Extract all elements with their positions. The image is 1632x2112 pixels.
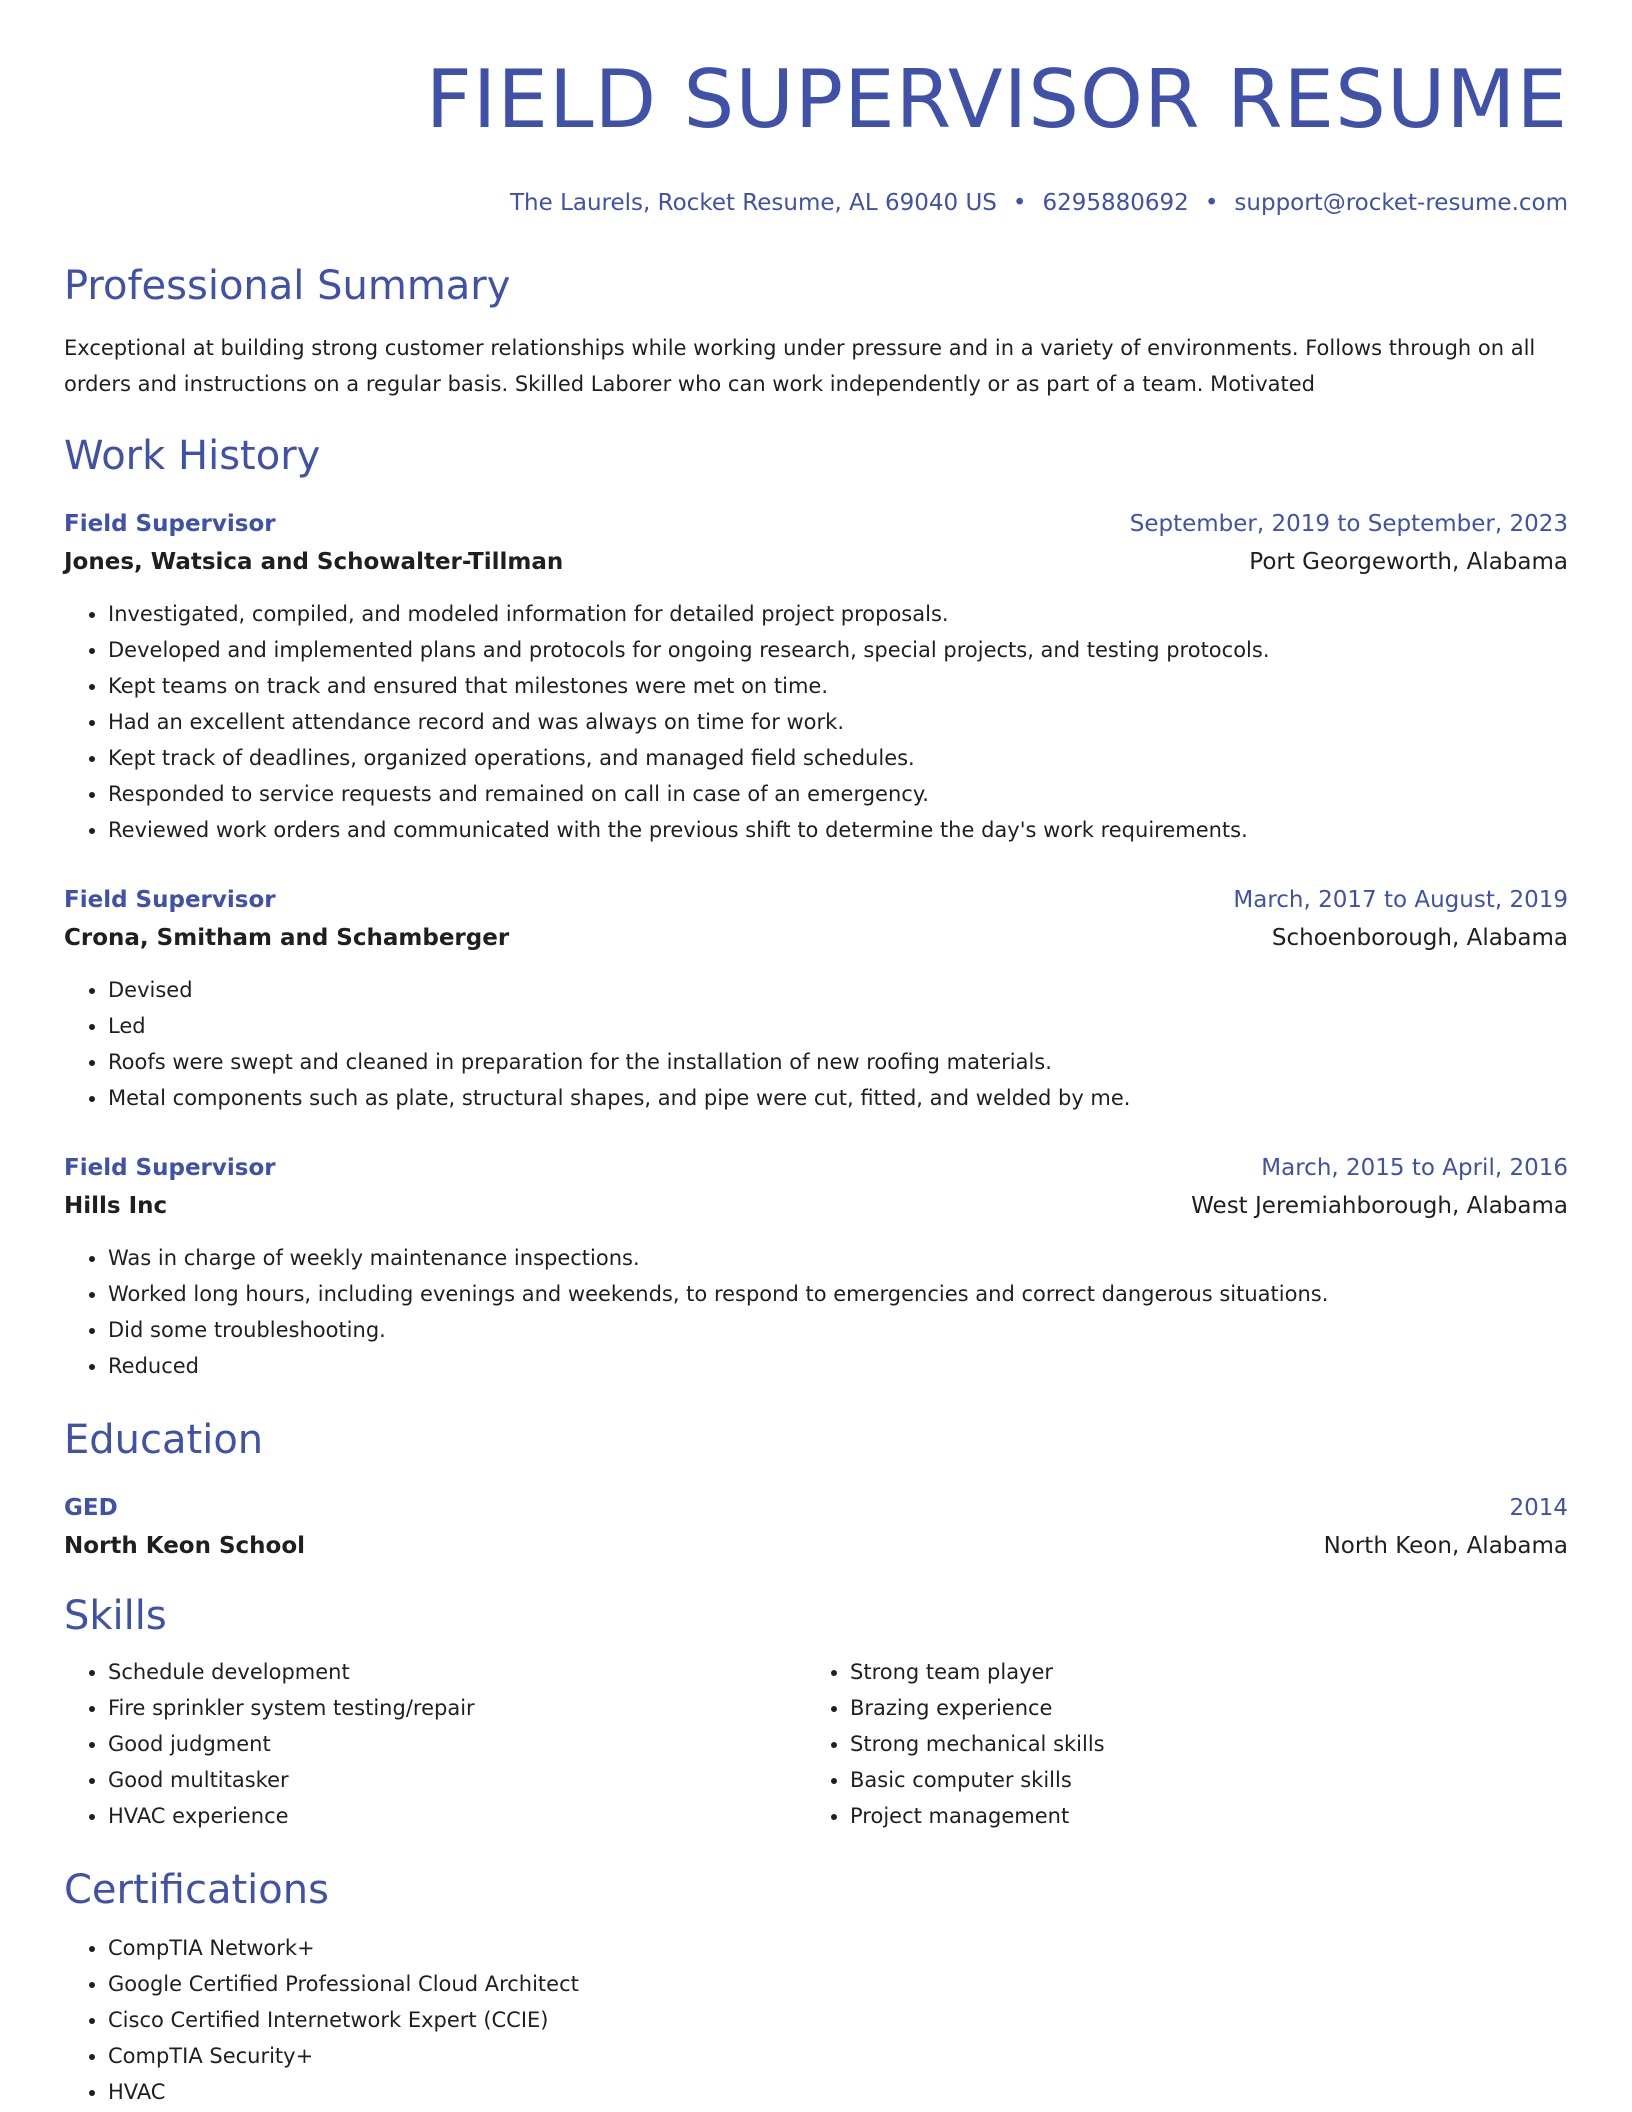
skills-list [806, 1654, 1548, 1834]
list-item: • CompTIA Security+ [108, 2038, 1568, 2074]
job-role: Field Supervisor [64, 1155, 276, 1181]
list-item: • Project management [850, 1798, 1548, 1834]
list-item: • Devised [108, 972, 1568, 1008]
work-history-heading: Work History [64, 433, 321, 479]
list-item: • Schedule development [108, 1654, 806, 1690]
list-item: • Worked long hours, including evenings and weekends, to respond to emergencies and correct dangerous situations. [108, 1276, 1568, 1312]
list-item: • Led [108, 1008, 1568, 1044]
list-item: • Cisco Certified Internetwork Expert (CCIE) [108, 2002, 1568, 2038]
list-item: • HVAC experience [108, 1798, 806, 1834]
job-company: Hills Inc [64, 1193, 168, 1219]
list-item: • Kept track of deadlines, organized operations, and managed field schedules. [108, 740, 1568, 776]
job-location: West Jeremiahborough, Alabama [1191, 1193, 1568, 1219]
list-item: • Developed and implemented plans and protocols for ongoing research, special projects, and testing protocols. [108, 632, 1568, 668]
job-entry [64, 884, 1568, 1116]
list-item: • Had an excellent attendance record and was always on time for work. [108, 704, 1568, 740]
resume-title: FIELD SUPERVISOR RESUME [425, 53, 1568, 146]
job-dates: September, 2019 to September, 2023 [1129, 511, 1568, 537]
education-heading: Education [64, 1417, 264, 1463]
skills-list [64, 1654, 806, 1834]
contact-separator: • [1204, 190, 1219, 216]
list-item: • Strong mechanical skills [850, 1726, 1548, 1762]
list-item: • Google Certified Professional Cloud Architect [108, 1966, 1568, 2002]
education-year: 2014 [1509, 1495, 1568, 1521]
contact-address: The Laurels, Rocket Resume, AL 69040 US [509, 190, 997, 216]
job-company: Jones, Watsica and Schowalter-Tillman [64, 549, 564, 575]
contact-line [64, 188, 1568, 218]
contact-phone: 6295880692 [1042, 190, 1189, 216]
job-bullets [64, 972, 1568, 1116]
list-item: • Reduced [108, 1348, 1568, 1384]
contact-separator: • [1012, 190, 1027, 216]
list-item: • Kept teams on track and ensured that milestones were met on time. [108, 668, 1568, 704]
skills-heading: Skills [64, 1593, 167, 1639]
list-item: • Good multitasker [108, 1762, 806, 1798]
list-item: • Reviewed work orders and communicated with the previous shift to determine the day's work requirements. [108, 812, 1568, 848]
job-role: Field Supervisor [64, 887, 276, 913]
list-item: • Brazing experience [850, 1690, 1548, 1726]
job-entry [64, 1152, 1568, 1384]
list-item: • Was in charge of weekly maintenance inspections. [108, 1240, 1568, 1276]
list-item: • Investigated, compiled, and modeled information for detailed project proposals. [108, 596, 1568, 632]
list-item: • CompTIA Network+ [108, 1930, 1568, 1966]
job-location: Schoenborough, Alabama [1271, 925, 1568, 951]
job-bullets [64, 596, 1568, 848]
list-item: • Strong team player [850, 1654, 1548, 1690]
list-item: • Good judgment [108, 1726, 806, 1762]
job-bullets [64, 1240, 1568, 1384]
list-item: • Roofs were swept and cleaned in preparation for the installation of new roofing materials. [108, 1044, 1568, 1080]
list-item: • Did some troubleshooting. [108, 1312, 1568, 1348]
education-school: North Keon School [64, 1533, 306, 1559]
job-location: Port Georgeworth, Alabama [1249, 549, 1568, 575]
skills-column-left [64, 1654, 806, 1834]
list-item: • Fire sprinkler system testing/repair [108, 1690, 806, 1726]
education-location: North Keon, Alabama [1323, 1533, 1568, 1559]
contact-email: support@rocket-resume.com [1234, 190, 1568, 216]
list-item: • Metal components such as plate, structural shapes, and pipe were cut, fitted, and welded by me. [108, 1080, 1568, 1116]
summary-heading: Professional Summary [64, 263, 511, 309]
job-dates: March, 2015 to April, 2016 [1261, 1155, 1568, 1181]
summary-text: Exceptional at building strong customer relationships while working under pressure and in a variety of environments. Follows through on all orders and instructions on a regular basis. Skilled Laborer who can work independently or as part of a team. Motivated [64, 336, 1536, 396]
job-company: Crona, Smitham and Schamberger [64, 925, 510, 951]
job-dates: March, 2017 to August, 2019 [1233, 887, 1568, 913]
skills-grid [64, 1654, 1568, 1834]
skills-column-right [806, 1654, 1548, 1834]
certifications-list [64, 1930, 1568, 2110]
education-degree: GED [64, 1495, 118, 1521]
list-item: • Responded to service requests and remained on call in case of an emergency. [108, 776, 1568, 812]
certifications-heading: Certifications [64, 1867, 329, 1913]
job-entry [64, 508, 1568, 848]
list-item: • Basic computer skills [850, 1762, 1548, 1798]
job-role: Field Supervisor [64, 511, 276, 537]
education-entry [64, 1492, 1568, 1564]
list-item: • HVAC [108, 2074, 1568, 2110]
